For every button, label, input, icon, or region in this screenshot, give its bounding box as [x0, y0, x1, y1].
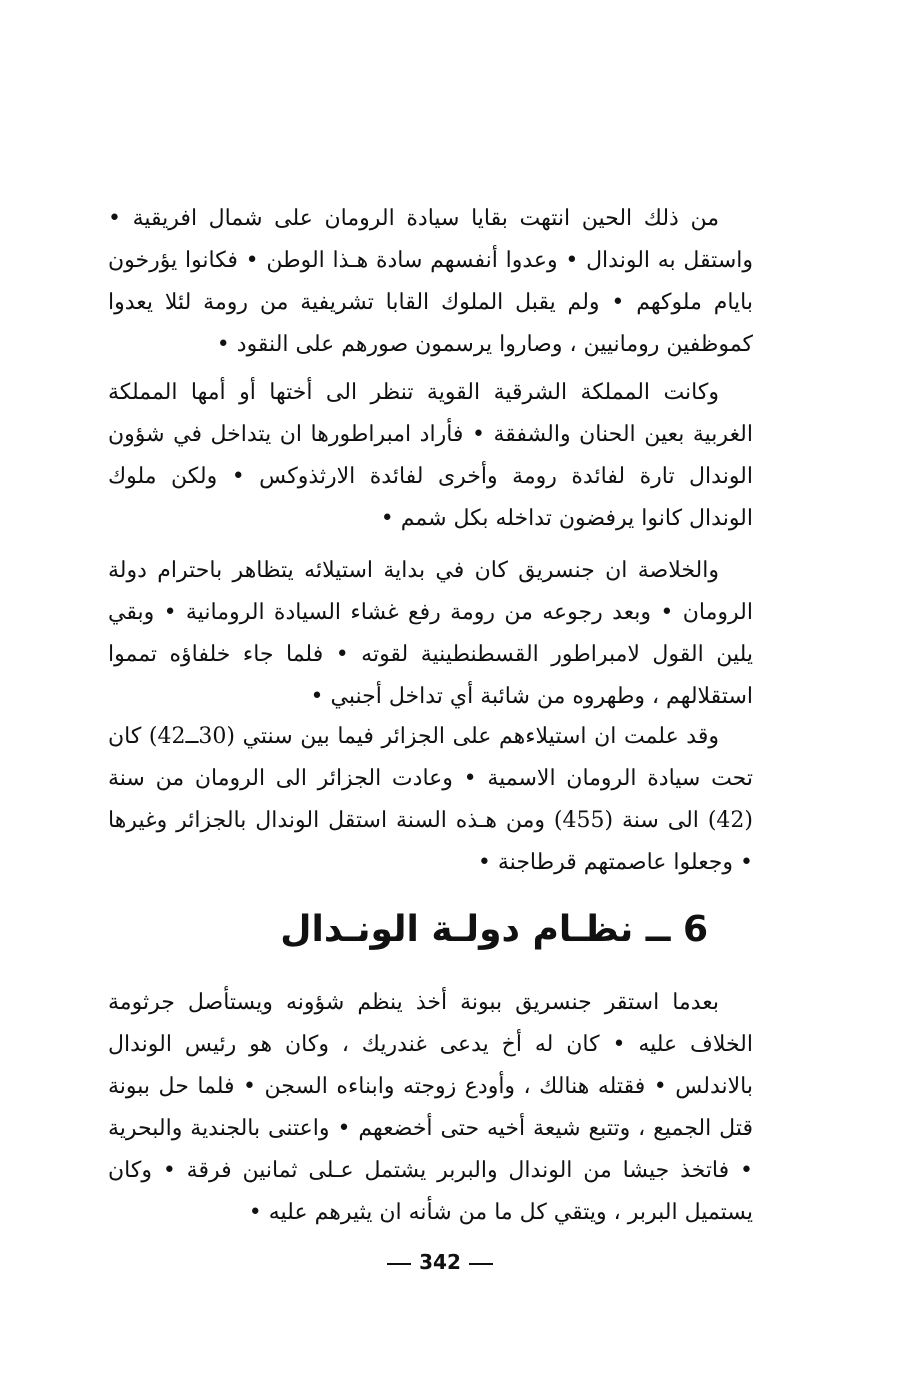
paragraph-2: وكانت المملكة الشرقية القوية تنظر الى أختها أو أمها المملكة الغربية بعين الحنان والشفقة • فأراد امبراطورها ان يتداخل في شؤون الوندال تارة لفائدة رومة وأخرى لفائدة الارثذوكس • ولكن ملوك الوندال كانوا يرفضون تداخله بكل شمم •: [108, 380, 753, 531]
paragraph-4: وقد علمت ان استيلاءهم على الجزائر فيما بين سنتي (30ــ42) كان تحت سيادة الرومان الاسمية • وعادت الجزائر الى الرومان من سنة (42) الى سنة (455) ومن هـذه السنة استقل الوندال بالجزائر وغيرها • وجعلوا عاصمتهم قرطاجنة •: [108, 724, 753, 875]
section-heading: 6 ــ نظـام دولـة الونـدال: [280, 909, 708, 950]
paragraph-3: والخلاصة ان جنسريق كان في بداية استيلائه يتظاهر باحترام دولة الرومان • وبعد رجوعه من رومة رفع غشاء السيادة الرومانية • وبقي يلين القول لامبراطور القسطنطينية لقوته • فلما جاء خلفاؤه تمموا استقلالهم ، وطهروه من شائبة أي تداخل أجنبي •: [108, 558, 753, 709]
section-paragraph: بعدما استقر جنسريق ببونة أخذ ينظم شؤونه ويستأصل جرثومة الخلاف عليه • كان له أخ يدعى غندريك ، وكان هو رئيس الوندال بالاندلس • فقتله هنالك ، وأودع زوجته وابناءه السجن • فلما حل ببونة قتل الجميع ، وتتبع شيعة أخيه حتى أخضعهم • واعتنى بالجندية والبحرية • فاتخذ جيشا من الوندال والبربر يشتمل عـلى ثمانين فرقة • وكان يستميل البربر ، ويتقي كل ما من شأنه ان يثيرهم عليه •: [108, 990, 753, 1225]
paragraph-1: من ذلك الحين انتهت بقايا سيادة الرومان على شمال افريقية • واستقل به الوندال • وعدوا أنفسهم سادة هـذا الوطن • فكانوا يؤرخون بايام ملوكهم • ولم يقبل الملوك القابا تشريفية من رومة لئلا يعدوا كموظفين رومانيين ، وصاروا يرسمون صورهم على النقود •: [108, 206, 753, 357]
left-dash: [387, 1263, 411, 1265]
page-number: 342: [419, 1250, 461, 1274]
right-dash: [469, 1263, 493, 1265]
page-number-footer: [0, 1247, 880, 1277]
